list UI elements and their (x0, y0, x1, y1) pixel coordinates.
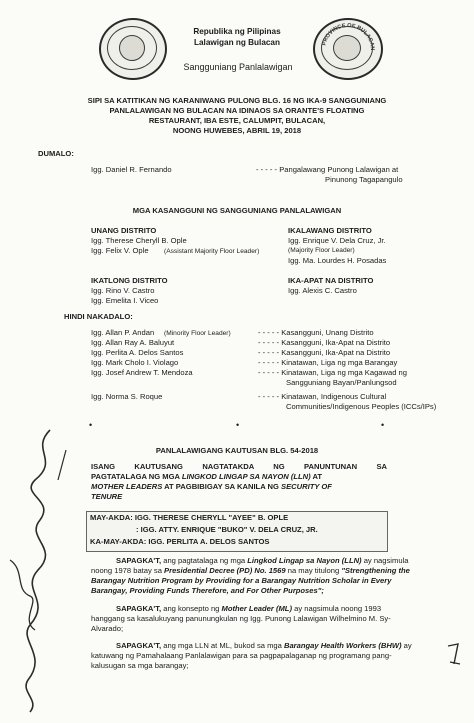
district-1-member-2-note: (Assistant Majority Floor Leader) (164, 248, 260, 255)
absent-role-3: - - - - - Kasangguni, Ika-Apat na Distrito (258, 348, 391, 357)
district-2-member-2: Igg. Ma. Lourdes H. Posadas (288, 256, 387, 265)
title-line-2: PANLALAWIGAN NG BULACAN NA IDINAOS SA ORANTE'S FLOATING (109, 106, 365, 115)
absent-role-6-cont: Communities/Indigenous Peoples (ICCs/IPs) (286, 402, 437, 411)
absent-name-1: Igg. Allan P. Andan (91, 328, 155, 337)
title-line-4: NOONG HUWEBES, ABRIL 19, 2018 (172, 126, 302, 135)
dumalo-label: DUMALO: (38, 149, 74, 158)
absent-role-5-cont: Sangguniang Bayan/Panlungsod (286, 378, 397, 387)
p3-line-1: SAPAGKA'T, ang mga LLN at ML, bukod sa mga Barangay Health Workers (BHW) ay (116, 641, 412, 650)
co-author-line: KA-MAY-AKDA: IGG. PERLITA A. DELOS SANTOS (90, 537, 270, 546)
absent-role-4: - - - - - Kinatawan, Liga ng mga Barangay (258, 358, 398, 367)
absent-name-2: Igg. Allan Ray A. Baluyut (91, 338, 175, 347)
p2-line-3: Alvarado; (91, 624, 124, 633)
ordinance-title-3: MOTHER LEADERS AT PAGBIBIGAY SA KANILA NG SECURITY OF (91, 482, 332, 491)
absent-role-2: - - - - - Kasangguni, Ika-Apat na Distrito (258, 338, 391, 347)
absent-role-6: - - - - - Kinatawan, Indigenous Cultural (258, 392, 387, 401)
p1-line-4: Barangay, Providing Funds Therefore, and For Other Purposes"; (91, 586, 324, 595)
ordinance-title-2: PAGTATALAGA NG MGA LINGKOD LINGAP SA NAYON (LLN) AT (91, 472, 323, 481)
handwritten-signature (0, 420, 70, 720)
absent-note-1: (Minority Floor Leader) (164, 330, 231, 337)
absent-name-4: Igg. Mark Cholo I. Violago (91, 358, 179, 367)
absent-name-5: Igg. Josef Andrew T. Mendoza (91, 368, 193, 377)
p3-line-2: katuwang ng Pamahalaang Panlalawigan para sa pagpapalaganap ng programang pang- (91, 651, 392, 660)
separator-bullet: • (381, 420, 385, 430)
header-province: Lalawigan ng Bulacan (194, 38, 280, 47)
district-1-title: UNANG DISTRITO (91, 226, 157, 235)
absent-role-5: - - - - - Kinatawan, Liga ng mga Kagawad ng (258, 368, 408, 377)
district-2-member-1: Igg. Enrique V. Dela Cruz, Jr. (288, 236, 386, 245)
district-4-title: IKA-APAT NA DISTRITO (288, 276, 374, 285)
district-2-member-1-note: (Majority Floor Leader) (288, 247, 355, 254)
title-line-1: SIPI SA KATITIKAN NG KARANIWANG PULONG BLG. 16 NG IKA-9 SANGGUNIANG (87, 96, 387, 105)
province-seal-text (315, 20, 381, 78)
district-3-member-1: Igg. Rino V. Castro (91, 286, 155, 295)
ordinance-title-4: TENURE (91, 492, 123, 501)
absent-name-3: Igg. Perlita A. Delos Santos (91, 348, 184, 357)
dumalo-role-2: Pinunong Tagapangulo (325, 175, 403, 184)
p1-line-2: noong 1978 batay sa Presidential Decree (PD) No. 1569 na may titulong "Strengthening the (91, 566, 410, 575)
p3-line-3: kalusugan sa mga barangay; (91, 661, 189, 670)
header-office: Sangguniang Panlalawigan (183, 62, 293, 72)
absent-label: HINDI NAKADALO: (64, 312, 133, 321)
initial-mark (444, 640, 468, 668)
author-line-2: : IGG. ATTY. ENRIQUE "BUKO" V. DELA CRUZ, JR. (136, 525, 318, 534)
dumalo-role-1: - - - - - Pangalawang Punong Lalawigan at (256, 165, 399, 174)
district-4-member-1: Igg. Alexis C. Castro (288, 286, 357, 295)
district-2-title: IKALAWANG DISTRITO (288, 226, 372, 235)
p2-line-1: SAPAGKA'T, ang konsepto ng Mother Leader (ML) ay nagsimula noong 1993 (116, 604, 382, 613)
author-line-1: MAY-AKDA: IGG. THERESE CHERYLL "AYEE" B. OPLE (90, 513, 289, 522)
ordinance-title-1: ISANG KAUTUSANG NAGTATAKDA NG PANUNTUNAN SA (91, 462, 387, 471)
members-heading: MGA KASANGGUNI NG SANGGUNIANG PANLALAWIGAN (132, 206, 342, 215)
district-1-member-2: Igg. Felix V. Ople (91, 246, 149, 255)
separator-bullet: • (89, 420, 93, 430)
svg-text:PROVINCE OF BULACAN: PROVINCE OF BULACAN (321, 22, 376, 51)
dumalo-name: Igg. Daniel R. Fernando (91, 165, 172, 174)
header-republic: Republika ng Pilipinas (193, 27, 281, 36)
district-3-title: IKATLONG DISTRITO (91, 276, 168, 285)
p1-line-3: Barangay Nutrition Program by Providing for a Barangay Nutrition Scholar in Every (91, 576, 392, 585)
absent-name-6: Igg. Norma S. Roque (91, 392, 163, 401)
sangguniang-seal-left (99, 18, 167, 80)
district-1-member-1: Igg. Therese Cheryll B. Ople (91, 236, 187, 245)
p1-line-1: SAPAGKA'T, ang pagtatalaga ng mga Lingkod Lingap sa Nayon (LLN) ay nagsimula (116, 556, 409, 565)
separator-bullet: • (236, 420, 240, 430)
district-3-member-2: Igg. Emelita I. Viceo (91, 296, 159, 305)
p2-line-2: hanggang sa kasalukuyang panunungkulan ng Igg. Punong Lalawigan Wilhelmino M. Sy- (91, 614, 391, 623)
province-seal-right (313, 18, 383, 80)
absent-role-1: - - - - - Kasangguni, Unang Distrito (258, 328, 374, 337)
title-line-3: RESTAURANT, IBA ESTE, CALUMPIT, BULACAN, (148, 116, 326, 125)
ordinance-heading: PANLALAWIGANG KAUTUSAN BLG. 54-2018 (155, 446, 319, 455)
